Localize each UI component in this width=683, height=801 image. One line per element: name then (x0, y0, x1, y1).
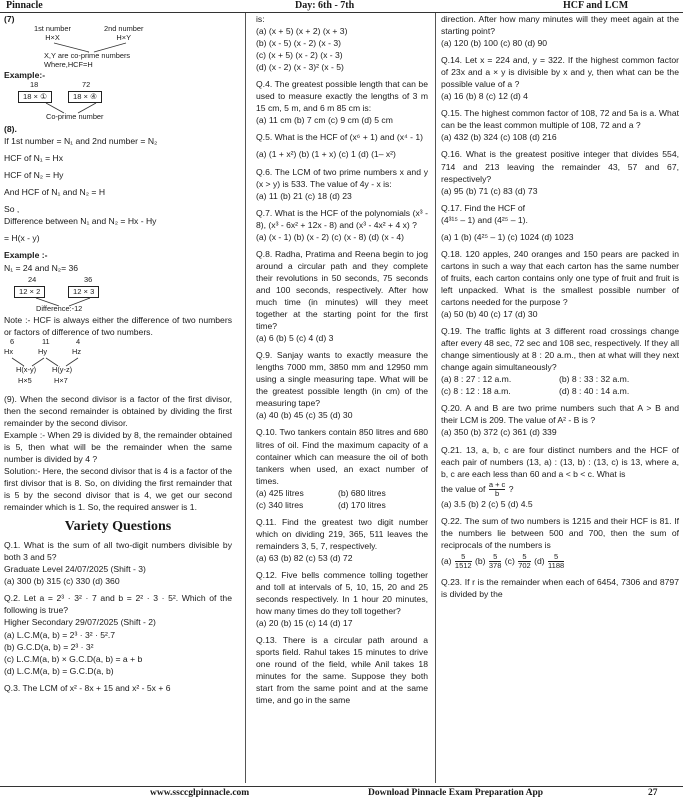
fraction-numerator: 5 (489, 553, 502, 562)
question-10-option-b: (b) 680 litres (338, 487, 386, 498)
column-divider (245, 13, 246, 783)
question-19-options-row (441, 385, 679, 397)
fraction-denominator: 1512 (454, 561, 472, 571)
factor-box-72: 18 × ④ (68, 91, 102, 103)
question-2-option-c: (c) L.C.M(a, b) × G.C.D(a, b) = a + b (4, 653, 143, 664)
question-21-fraction-line (441, 480, 679, 498)
question-3-option-a: (a) (x + 5) (x + 2) (x + 3) (256, 26, 348, 37)
question-10-options-row (256, 499, 428, 511)
question-9-options: (a) 40 (b) 45 (c) 35 (d) 30 (256, 410, 353, 421)
question-2-option-a: (a) L.C.M(a, b) = 2³ · 3² · 5².7 (4, 629, 116, 640)
header-brand: Pinnacle (6, 0, 43, 11)
factor-box-36: 12 × 3 (68, 286, 99, 298)
question-19: Q.19. The traffic lights at 3 different road crossings change after every 48 sec, 72 sec and 108 sec, respectively. If they all change simentiously at 8 : 20 a.m., then at what will they next change again simultaneously? (441, 326, 679, 373)
question-6-options: (a) 11 (b) 21 (c) 18 (d) 23 (256, 190, 352, 201)
question-5-options: (a) (1 + x²) (b) (1 + x) (c) 1 (d) (1– x²) (256, 149, 396, 160)
s8-example-label: Example :- (4, 250, 48, 261)
header-day: Day: 6th - 7th (295, 0, 355, 11)
question-17: Q.17. Find the HCF of (441, 202, 526, 213)
question-8-options: (a) 6 (b) 5 (c) 4 (d) 3 (256, 333, 334, 344)
question-11-options: (a) 63 (b) 82 (c) 53 (d) 72 (256, 552, 353, 563)
section-8-label: (8). (4, 124, 17, 135)
difference-lines (4, 274, 164, 314)
second-number-label: 2nd number (104, 24, 144, 34)
question-4-options: (a) 11 cm (b) 7 cm (c) 9 cm (d) 5 cm (256, 115, 393, 126)
question-23: Q.23. If r is the remainder when each of 6454, 7306 and 8797 is divided by the (441, 577, 679, 600)
question-22: Q.22. The sum of two numbers is 1215 and their HCF is 81. If the numbers lie between 500 and 700, then the sum of reciprocals of the numbers is (441, 515, 679, 551)
section-9-example: Example :- When 29 is divided by 8, the remainder obtained is 5, then what will be the remainder when the same number is divided by 4 ? (4, 429, 232, 464)
question-10-option-a: (a) 425 litres (256, 487, 304, 498)
q3-continued: is: (256, 14, 265, 24)
question-21-options: (a) 3.5 (b) 2 (c) 5 (d) 4.5 (441, 498, 533, 509)
question-2-option-b: (b) G.C.D(a, b) = 2³ · 3² (4, 641, 94, 652)
example-24-36-diagram (4, 274, 232, 314)
fraction-numerator: a + c (488, 479, 506, 489)
option-b-fraction (489, 553, 502, 570)
hyz-node: H(y-z) (52, 364, 73, 374)
option-c-fraction (518, 553, 531, 570)
question-2: Q.2. Let a = 2³ · 3² · 7 and b = 2² · 3 · 5². Which of the following is true? (4, 593, 232, 616)
question-3-option-d: (d) (x - 2) (x - 3)² (x - 5) (256, 62, 344, 73)
question-5: Q.5. What is the HCF of (x⁶ + 1) and (x⁴ - 1) (256, 132, 423, 143)
option-a-fraction (455, 553, 472, 570)
question-1: Q.1. What is the sum of all two-digit numbers divisible by both 3 and 5? (4, 540, 232, 563)
column-left (4, 13, 232, 783)
s8-note: Note :- HCF is always either the difference of two numbers or factors of difference of two numbers. (4, 314, 232, 337)
question-17-options: (a) 1 (b) (4²⁵ – 1) (c) 1024 (d) 1023 (441, 231, 574, 242)
question-18-options: (a) 50 (b) 40 (c) 17 (d) 30 (441, 309, 538, 320)
coprime-diagram (4, 25, 232, 69)
fraction-numerator: 5 (455, 553, 472, 562)
header-topic: HCF and LCM (563, 0, 629, 11)
top-number-4: 4 (76, 336, 81, 346)
q13-continued: direction. After how many minutes will they meet again at the starting point? (441, 14, 679, 37)
question-14-options: (a) 16 (b) 8 (c) 12 (d) 4 (441, 91, 528, 102)
question-13: Q.13. There is a circular path around a sports field. Rahul takes 15 minutes to drive one round of the field, while Anil takes 18 minutes for the same. Suppose they both start from the same point and at the same time, and go in the same (256, 635, 428, 706)
section-9-solution: Solution:- Here, the second divisor that is 4 is a factor of the first divisor that is 8. So, on dividing the first remainder that is 5 by the second divisor that is 4, we get our second remainder which is 1. So, the required answer is 1. (4, 465, 232, 513)
question-10-option-c: (c) 340 litres (256, 499, 304, 510)
s8-line: And HCF of N₁ and N₂ = H (4, 187, 106, 198)
question-9: Q.9. Sanjay wants to exactly measure the lengths 7000 mm, 3850 mm and 12950 mm using a single measuring tape. What will be the greatest possible length (in cm) of the measuring tape? (256, 350, 428, 409)
fraction-numerator: 5 (518, 553, 531, 562)
footer-app-promo: Download Pinnacle Exam Preparation App (368, 788, 544, 798)
hcf-note: Where,HCF=H (44, 60, 93, 70)
number-24: 24 (28, 274, 37, 284)
question-21-fraction (489, 481, 505, 498)
example-label: Example:- (4, 70, 46, 81)
hz-node: Hz (72, 346, 82, 356)
three-number-hcf-diagram (4, 338, 232, 388)
question-21-mark: ? (508, 483, 514, 494)
question-3-option-b: (b) (x - 5) (x - 2) (x - 3) (256, 38, 341, 49)
question-21-lead: the value of (441, 483, 486, 494)
question-7-options: (a) (x - 1) (b) (x - 2) (c) (x - 8) (d) (x - 4) (256, 231, 404, 242)
top-number-11: 11 (42, 336, 50, 346)
question-19-option-c: (c) 8 : 12 : 18 a.m. (441, 386, 511, 397)
s8-line: Difference between N₁ and N₂ = Hx - Hy (4, 216, 157, 227)
first-number-label: 1st number (34, 24, 71, 34)
hx-node: Hx (4, 346, 14, 356)
question-19-options-row (441, 373, 679, 385)
section-9: (9). When the second divisor is a factor of the first divisor, then the second remainder is obtained by dividing the first remainder by the second divisor. (4, 393, 232, 428)
question-10-options-row (256, 487, 428, 499)
question-17-expression: (4³¹⁵ – 1) and (4²⁵ – 1). (441, 214, 528, 225)
factor-box-24: 12 × 2 (14, 286, 45, 298)
option-b-label: (b) (474, 556, 486, 567)
question-16: Q.16. What is the greatest positive integer that divides 554, 714 and 213 leaving the remainder 43, 57 and 67, respectively? (441, 149, 679, 184)
question-1-options: (a) 300 (b) 315 (c) 330 (d) 360 (4, 576, 120, 587)
number-36: 36 (84, 274, 93, 284)
difference-caption: Difference:-12 (36, 303, 83, 313)
question-2-source: Higher Secondary 29/07/2025 (Shift - 2) (4, 617, 156, 628)
column-divider (435, 13, 436, 783)
question-18: Q.18. 120 apples, 240 oranges and 150 pears are packed in cartons in such a way that each carton has the same number of fruits, each carton contains only one type of fruit and fruit is left unpacked. What is the smallest possible number of cartons needed for the purpose ? (441, 248, 679, 307)
fraction-denominator: 378 (488, 561, 502, 571)
question-11: Q.11. Find the greatest two digit number which on dividing 219, 365, 511 leaves the remainders 3, 5, 7, respectively. (256, 516, 428, 551)
question-8: Q.8. Radha, Pratima and Reena begin to jog around a circular path and they complete their revolutions in 50 seconds, 75 seconds and 100 seconds, respectively. After how much time (in minutes) will they meet together at the starting point for the first time? (256, 248, 428, 332)
column-middle (256, 13, 428, 783)
page-header (0, 0, 683, 13)
question-19-option-b: (b) 8 : 33 : 32 a.m. (559, 374, 630, 385)
question-15-options: (a) 432 (b) 324 (c) 108 (d) 216 (441, 132, 557, 143)
question-15: Q.15. The highest common factor of 108, 72 and 5a is a. What can be the least common multiple of 108, 72 and a ? (441, 108, 679, 131)
option-d-label: (d) (534, 556, 545, 567)
question-12-options: (a) 20 (b) 15 (c) 14 (d) 17 (256, 618, 353, 629)
question-10: Q.10. Two tankers contain 850 litres and 680 litres of oil. Find the maximum capacity of a container which can measure the oil of both tankers when used, an exact number of times. (256, 427, 428, 486)
coprime-note: X,Y are co-prime numbers (44, 51, 131, 61)
question-12: Q.12. Five bells commence tolling together and toll at intervals of 5, 10, 15, 20 and 25 seconds respectively. In 1 hour 20 minutes, how many times do they toll together? (256, 569, 428, 617)
s8-line: So , (4, 204, 20, 215)
question-14: Q.14. Let x = 224 and, y = 322. If the highest common factor of 23x and a × y is divisible by x and y, then what can be the possible value of a ? (441, 55, 679, 90)
variety-questions-title: Variety Questions (64, 519, 172, 535)
question-13-options: (a) 120 (b) 100 (c) 80 (d) 90 (441, 38, 548, 49)
footer-website[interactable]: www.ssccglpinnacle.com (150, 788, 250, 798)
question-3: Q.3. The LCM of x² - 8x + 15 and x² - 5x + 6 (4, 682, 171, 693)
question-7: Q.7. What is the HCF of the polynomials (x³ - 8), (x³ - 6x² + 12x - 8) and (x³ - 4x² + 4 x) ? (256, 207, 428, 230)
question-20: Q.20. A and B are two prime numbers such that A > B and their LCM is 209. The value of A² - B is ? (441, 403, 679, 426)
question-3-option-c: (c) (x + 5) (x - 2) (x - 3) (256, 50, 343, 61)
example-18-72-diagram (4, 81, 232, 123)
fraction-denominator: 702 (518, 561, 531, 571)
s8-line: If 1st number = N₁ and 2nd number = N₂ (4, 136, 158, 147)
question-16-options: (a) 95 (b) 71 (c) 83 (d) 73 (441, 185, 538, 196)
question-21: Q.21. 13, a, b, c are four distinct numbers and the HCF of each pair of numbers (13, a) : (13, b) : (13, c) is 13, where a, b, c are each less than 60 and a < b < c. What is (441, 444, 679, 479)
s8-line: HCF of N₁ = Hx (4, 153, 64, 164)
section-7-label: (7) (4, 14, 15, 24)
number-72: 72 (82, 80, 91, 90)
h5-node: H×5 (18, 375, 32, 385)
question-4: Q.4. The greatest possible length that can be used to measure exactly the lengths of 3 m 15 cm, 5 m, and 6 m 85 cm is: (256, 79, 428, 114)
question-1-source: Graduate Level 24/07/2025 (Shift - 3) (4, 564, 146, 575)
column-right (441, 13, 679, 783)
page-footer (0, 786, 683, 801)
h7-node: H×7 (54, 375, 68, 385)
number-18: 18 (30, 80, 39, 90)
question-22-options (441, 551, 679, 571)
hxy-node: H(x-y) (16, 364, 37, 374)
question-6: Q.6. The LCM of two prime numbers x and y (x > y) is 533. The value of 4y - x is: (256, 166, 428, 189)
option-d-fraction (548, 553, 564, 570)
factor-box-18: 18 × ① (18, 91, 52, 103)
s8-example-values: N₁ = 24 and N₂= 36 (4, 262, 79, 273)
question-19-option-d: (d) 8 : 40 : 14 a.m. (559, 386, 630, 397)
question-20-options: (a) 350 (b) 372 (c) 361 (d) 339 (441, 427, 557, 438)
fraction-numerator: 5 (548, 553, 564, 562)
fraction-denominator: 1188 (548, 561, 565, 571)
s8-line: HCF of N₂ = Hy (4, 170, 64, 181)
coprime-number-caption: Co-prime number (46, 112, 104, 122)
fraction-denominator: b (494, 488, 500, 498)
question-19-option-a: (a) 8 : 27 : 12 a.m. (441, 374, 512, 385)
s8-line: = H(x - y) (4, 233, 40, 244)
option-a-label: (a) (441, 556, 452, 567)
top-number-6: 6 (10, 336, 15, 346)
second-number-value: H×Y (116, 32, 132, 42)
hy-node: Hy (38, 346, 48, 356)
question-10-option-d: (d) 170 litres (338, 499, 386, 510)
question-2-option-d: (d) L.C.M(a, b) = G.C.D(a, b) (4, 665, 114, 676)
option-c-label: (c) (504, 556, 515, 567)
page-number: 27 (648, 788, 658, 798)
first-number-value: H×X (45, 32, 60, 42)
